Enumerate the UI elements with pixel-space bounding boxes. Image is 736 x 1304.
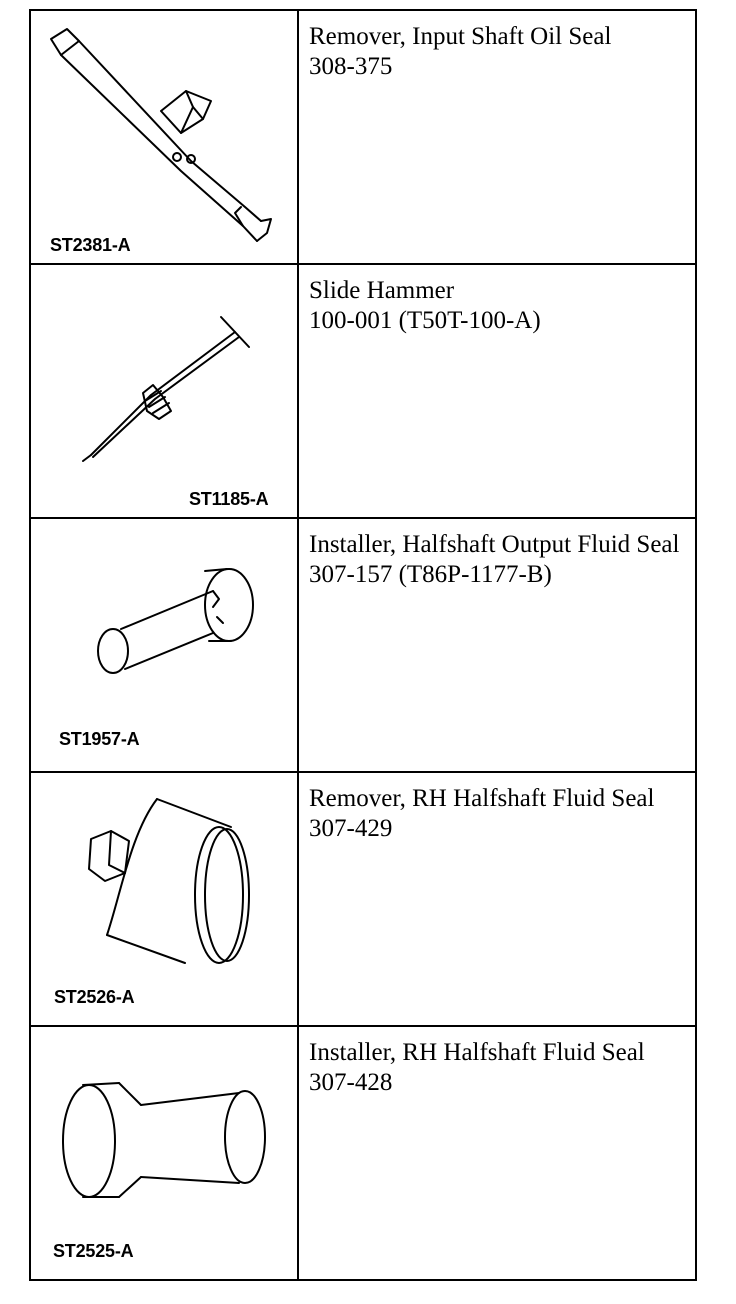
tool-name: Installer, RH Halfshaft Fluid Seal [309,1039,645,1066]
tool-description-cell [298,1026,696,1280]
table-row [30,10,696,264]
table-row [30,264,696,518]
tool-number: 100-001 (T50T-100-A) [309,307,541,334]
table-row [30,1026,696,1280]
tool-number: 307-157 (T86P-1177-B) [309,561,552,588]
tool-number: 307-428 [309,1069,393,1096]
table-row [30,518,696,772]
tool-name: Remover, RH Halfshaft Fluid Seal [309,785,655,812]
image-code: ST2381-A [50,235,131,255]
tool-description-cell [298,772,696,1026]
tool-illustration-cell [30,1026,298,1280]
special-tools-table [29,9,697,1281]
tool-name: Slide Hammer [309,277,455,304]
tool-number: 307-429 [309,815,393,842]
image-code: ST2525-A [53,1241,134,1261]
seal-remover-illustration [31,11,297,263]
tool-name: Remover, Input Shaft Oil Seal [309,23,612,50]
image-code: ST2526-A [54,987,135,1007]
tool-number: 308-375 [309,53,393,80]
tool-description-cell [298,10,696,264]
slide-hammer-illustration [31,265,297,517]
tool-illustration-cell [30,264,298,518]
tool-name: Installer, Halfshaft Output Fluid Seal [309,531,680,558]
tool-illustration-cell [30,772,298,1026]
image-code: ST1185-A [189,489,269,509]
tool-description-cell [298,518,696,772]
tool-illustration-cell [30,10,298,264]
tool-description-cell [298,264,696,518]
tool-illustration-cell [30,518,298,772]
image-code: ST1957-A [59,729,140,749]
table-row [30,772,696,1026]
